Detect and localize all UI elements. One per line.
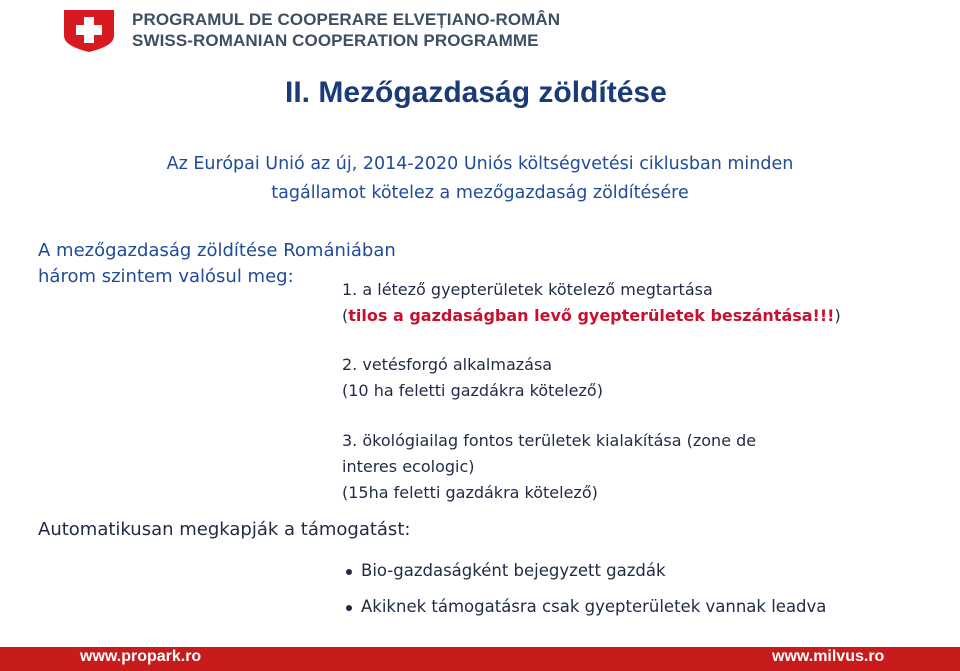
level-3-note: (15ha feletti gazdákra kötelező) — [342, 483, 598, 502]
program-name-ro: PROGRAMUL DE COOPERARE ELVEȚIANO-ROMÂN — [132, 10, 561, 29]
auto-support-item-2-text: Akiknek támogatásra csak gyepterületek vannak leadva — [361, 597, 827, 616]
slide-title: II. Mezőgazdaság zöldítése — [285, 76, 667, 109]
level-2-heading: 2. vetésforgó alkalmazása — [342, 355, 553, 374]
level-1-note — [342, 304, 841, 328]
subtitle-line-1: Az Európai Unió az új, 2014-2020 Uniós költségvetési ciklusban minden — [166, 154, 794, 174]
level-3-heading-cont: interes ecologic) — [342, 457, 475, 476]
intro-line-2: három szintem valósul meg: — [38, 266, 294, 287]
level-1-heading: 1. a létező gyepterületek kötelező megtartása — [342, 280, 713, 299]
footer-bar — [0, 647, 960, 671]
level-1-paren-close: ) — [834, 306, 841, 325]
slide-subtitle — [100, 150, 860, 208]
program-name-en: SWISS-ROMANIAN COOPERATION PROGRAMME — [132, 31, 539, 50]
level-1-warning: tilos a gazdaságban levő gyepterületek beszántása!!! — [348, 306, 835, 325]
level-2-note: (10 ha feletti gazdákra kötelező) — [342, 381, 603, 400]
level-3-heading: 3. ökológiailag fontos területek kialakítása (zone de — [342, 431, 757, 450]
swiss-cross-logo-icon — [58, 6, 120, 54]
intro-line-1: A mezőgazdaság zöldítése Romániában — [38, 240, 396, 261]
auto-support-item-1-text: Bio-gazdaságként bejegyzett gazdák — [361, 561, 666, 580]
footer-link-propark[interactable]: www.propark.ro — [80, 648, 202, 665]
level-1-paren-open: ( — [342, 306, 349, 325]
footer-link-milvus[interactable]: www.milvus.ro — [772, 648, 885, 665]
auto-support-item-1 — [346, 561, 666, 580]
auto-support-label: Automatikusan megkapják a támogatást: — [38, 519, 411, 540]
bullet-icon — [346, 569, 352, 575]
auto-support-item-2 — [346, 597, 826, 616]
bullet-icon — [346, 605, 352, 611]
subtitle-line-2: tagállamot kötelez a mezőgazdaság zöldítésére — [271, 183, 689, 203]
